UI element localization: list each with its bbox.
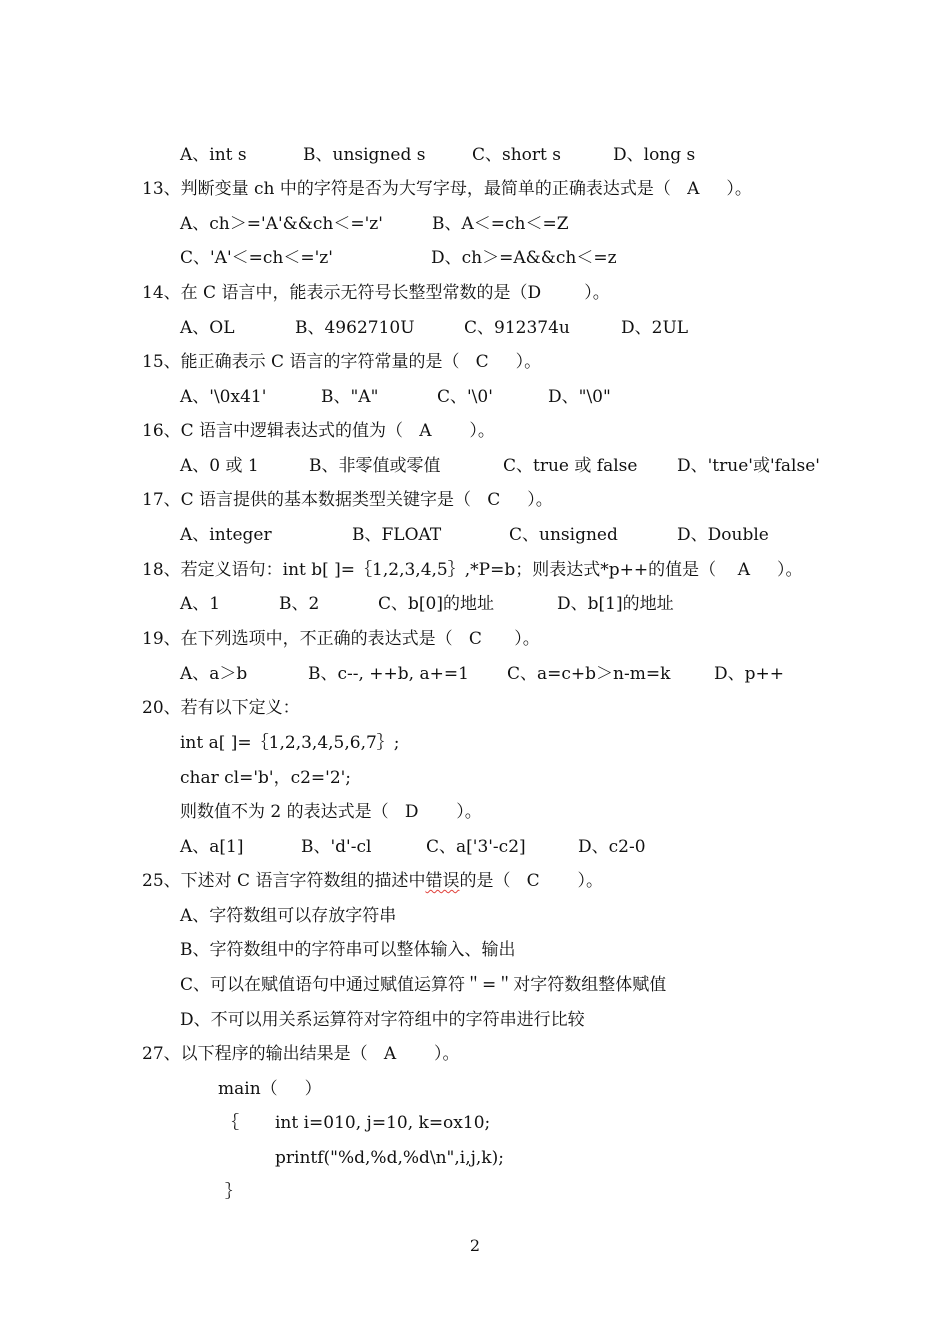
q25-stem-after: 的是（ C ）。	[459, 871, 603, 891]
q13-options-row2	[180, 247, 617, 269]
q12-option-c: C、short s	[472, 145, 562, 165]
q17-stem: 17、C 语言提供的基本数据类型关键字是（ C ）。	[142, 490, 553, 510]
q25-stem-error-word: 错误	[425, 871, 460, 891]
q19-option-a: A、a＞b	[180, 664, 248, 684]
q14-options	[180, 317, 689, 339]
q15-stem: 15、能正确表示 C 语言的字符常量的是（ C ）。	[142, 352, 542, 372]
q13-option-d: D、ch＞=A&&ch＜=z	[431, 248, 617, 268]
q15-options	[180, 386, 611, 408]
q15-option-c: C、'\0'	[437, 387, 493, 407]
q27-code-printf: printf("%d,%d,%d\n",i,j,k);	[275, 1148, 504, 1168]
q20-option-c: C、a['3'-c2]	[426, 837, 526, 857]
q17-options	[180, 524, 769, 546]
q16-option-d: D、'true'或'false'	[677, 456, 820, 476]
q19-stem: 19、在下列选项中，不正确的表达式是（ C ）。	[142, 629, 540, 649]
q25-option-b: B、字符数组中的字符串可以整体输入、输出	[180, 940, 516, 960]
q14-stem: 14、在 C 语言中，能表示无符号长整型常数的是（D ）。	[142, 283, 610, 303]
q20-options	[180, 836, 646, 858]
q18-option-a: A、1	[180, 594, 221, 614]
q25-stem	[142, 870, 603, 892]
q13-stem: 13、判断变量 ch 中的字符是否为大写字母，最简单的正确表达式是（ A ）。	[142, 179, 752, 199]
q12-option-b: B、unsigned s	[303, 145, 426, 165]
q16-option-c: C、true 或 false	[503, 456, 638, 476]
q12-options	[180, 144, 696, 166]
q25-stem-before: 25、下述对 C 语言字符数组的描述中	[142, 871, 426, 891]
q20-code-line-1: int a[ ]=｛1,2,3,4,5,6,7｝;	[180, 733, 400, 753]
q18-stem: 18、若定义语句：int b[ ]=｛1,2,3,4,5｝,*P=b；则表达式*p++的值是（ A ）。	[142, 560, 803, 580]
q17-option-b: B、FLOAT	[352, 525, 442, 545]
q25-option-c: C、可以在赋值语句中通过赋值运算符＂=＂对字符数组整体赋值	[180, 975, 667, 995]
q25-option-d: D、不可以用关系运算符对字符组中的字符串进行比较	[180, 1010, 585, 1030]
q17-option-c: C、unsigned	[509, 525, 618, 545]
q14-option-a: A、OL	[180, 318, 235, 338]
q13-option-b: B、A＜=ch＜=Z	[432, 214, 569, 234]
q20-option-d: D、c2-0	[578, 837, 646, 857]
q19-option-b: B、c--, ++b, a+=1	[308, 664, 469, 684]
q19-option-d: D、p++	[714, 664, 785, 684]
q16-options	[180, 455, 820, 477]
q12-option-d: D、long s	[613, 145, 696, 165]
q18-option-d: D、b[1]的地址	[557, 594, 674, 614]
q13-option-a: A、ch＞='A'&&ch＜='z'	[180, 214, 383, 234]
q27-stem: 27、以下程序的输出结果是（ A ）。	[142, 1044, 460, 1064]
q16-option-a: A、0 或 1	[180, 456, 259, 476]
q14-option-b: B、4962710U	[295, 318, 415, 338]
q27-code-main: main（ ）	[218, 1079, 322, 1099]
q14-option-d: D、2UL	[621, 318, 689, 338]
q17-option-a: A、integer	[180, 525, 272, 545]
q18-option-c: C、b[0]的地址	[378, 594, 494, 614]
q15-option-a: A、'\0x41'	[180, 387, 267, 407]
q25-option-a: A、字符数组可以存放字符串	[180, 906, 397, 926]
q27-code-brace-close: ｝	[225, 1182, 242, 1202]
q13-options-row1	[180, 213, 569, 235]
q18-option-b: B、2	[279, 594, 320, 614]
q14-option-c: C、912374u	[464, 318, 570, 338]
q20-option-a: A、a[1]	[180, 837, 244, 857]
q27-code-brace-open: ｛	[222, 1113, 239, 1133]
q15-option-b: B、"A"	[321, 387, 379, 407]
q19-option-c: C、a=c+b＞n-m=k	[507, 664, 671, 684]
q18-options	[180, 593, 674, 615]
q15-option-d: D、"\0"	[548, 387, 611, 407]
q16-stem: 16、C 语言中逻辑表达式的值为（ A ）。	[142, 421, 495, 441]
page-number: 2	[469, 1236, 481, 1255]
q16-option-b: B、非零值或零值	[309, 456, 441, 476]
q13-option-c: C、'A'＜=ch＜='z'	[180, 248, 333, 268]
q12-option-a: A、int s	[180, 145, 247, 165]
q17-option-d: D、Double	[677, 525, 769, 545]
q20-code-line-2: char cl='b'，c2='2';	[180, 768, 352, 788]
q20-option-b: B、'd'-cl	[301, 837, 372, 857]
q20-stem: 20、若有以下定义：	[142, 698, 300, 718]
q27-code-decl: int i=010, j=10, k=ox10;	[275, 1113, 491, 1133]
q20-sub-question: 则数值不为 2 的表达式是（ D ）。	[180, 802, 482, 822]
q19-options	[180, 663, 785, 685]
